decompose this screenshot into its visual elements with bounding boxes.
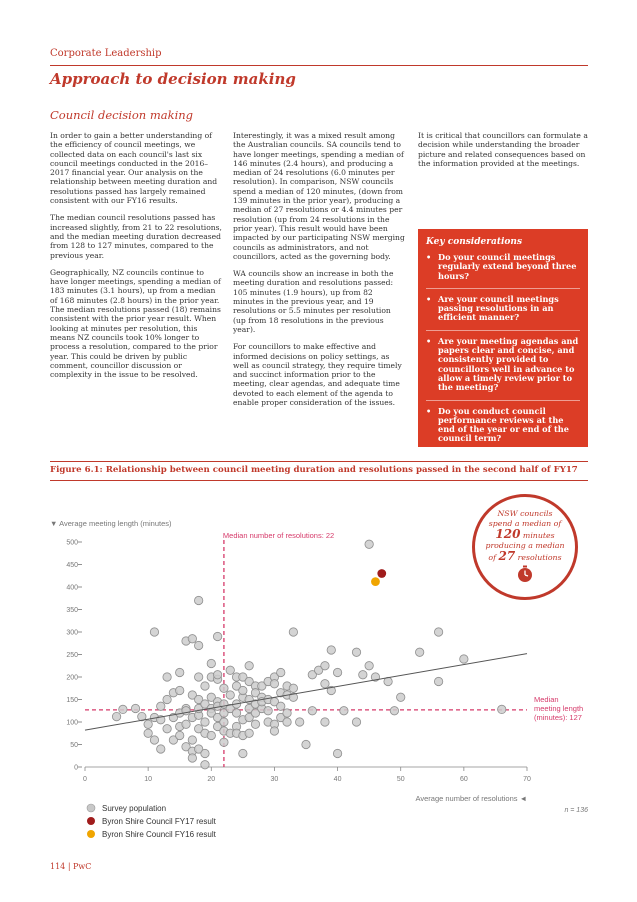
survey-point xyxy=(201,682,209,690)
badge-word: resolutions xyxy=(517,553,562,562)
survey-point xyxy=(163,673,171,681)
survey-point xyxy=(321,662,329,670)
y-tick-label: 0 xyxy=(74,764,78,772)
survey-point xyxy=(277,668,285,676)
survey-point xyxy=(308,707,316,715)
paragraph: Interestingly, it was a mixed result among the Australian councils. SA councils tend to have longer meetings, spending a median of 146 minutes (2.4 hours), and producing a median of 24 resolutions (6.0 minutes per resolution). In comparison, NSW councils spend a median of 120 minutes, (down from 139 minutes in the prior year), producing a median of 27 resolutions or 4.4 minutes per resolution (up from 24 resolutions in the prior year). This result would have been impacted by our participating NSW merging councils as administrators, and not councillors, acted as the governing body. xyxy=(233,131,405,261)
survey-point xyxy=(220,684,228,692)
y-axis-label: ▼ Average meeting length (minutes) xyxy=(50,519,172,528)
survey-point xyxy=(239,686,247,694)
badge-number: 120 xyxy=(495,527,521,541)
legend-label: Byron Shire Council FY17 result xyxy=(102,817,216,826)
survey-point xyxy=(188,635,196,643)
paragraph: The median council resolutions passed has increased slightly, from 21 to 22 resolutions, and the median meeting duration decreased from 128 to 127 minutes, compared to the previous year. xyxy=(50,213,222,260)
x-tick-label: 10 xyxy=(144,776,153,783)
bullet-icon: • xyxy=(426,335,432,346)
paragraph: Geographically, NZ councils continue to have longer meetings, spending a median of 183 minutes (3.1 hours), up from a median of 168 minutes (2.8 hours) in the prior year. The median resolutions passed (18) remains consistent with the prior year result. When looking at minutes per resolution, this means NZ councils took 10% longer to process a resolution, compared to the prior year. This could be driven by public comment, councillor discussion or complexity in the issue to be resolved. xyxy=(50,267,221,380)
legend-marker xyxy=(87,817,95,825)
survey-point xyxy=(150,736,158,744)
badge-line xyxy=(475,529,575,541)
survey-point xyxy=(333,668,341,676)
survey-point xyxy=(365,662,373,670)
survey-point xyxy=(239,749,247,757)
survey-point xyxy=(264,707,272,715)
section-label: Corporate Leadership xyxy=(50,48,162,59)
survey-point xyxy=(245,662,253,670)
survey-point xyxy=(245,729,253,737)
survey-point xyxy=(144,720,152,728)
survey-point xyxy=(194,673,202,681)
paragraph: WA councils show an increase in both the meeting duration and resolutions passed: 105 minutes (1.9 hours), up from 82 minutes in the previous year, and 19 resolutions or 5.5 minutes per resolution (up from 18 resolutions in the previous year). xyxy=(233,269,394,334)
key-consideration-text: Are your council meetings passing resolutions in an efficient manner? xyxy=(438,293,559,323)
survey-point xyxy=(112,712,120,720)
page-title: Approach to decision making xyxy=(50,70,296,88)
survey-point xyxy=(182,707,190,715)
survey-point xyxy=(157,745,165,753)
survey-point xyxy=(365,540,373,548)
survey-point xyxy=(270,727,278,735)
x-tick-label: 40 xyxy=(333,776,342,783)
badge-line: spend a median of xyxy=(488,519,562,528)
survey-point xyxy=(295,718,303,726)
y-tick-label: 350 xyxy=(66,607,78,614)
survey-point xyxy=(302,740,310,748)
survey-point xyxy=(163,695,171,703)
survey-point xyxy=(333,749,341,757)
badge-line xyxy=(475,551,575,563)
y-tick-label: 100 xyxy=(66,719,78,727)
survey-point xyxy=(327,646,335,654)
survey-point xyxy=(460,655,468,663)
paragraph: In order to gain a better understanding of the efficiency of council meetings, we collected data on each council's last six council meetings conducted in the 2016–2017 financial year. Our analysis on the relationship between meeting duration and resolutions passed has largely remained consistent with our FY16 results. xyxy=(50,131,218,206)
survey-point xyxy=(270,680,278,688)
survey-point xyxy=(188,736,196,744)
paragraph: It is critical that councillors can formulate a decision while understanding the broader picture and related consequences based on the information provided at the meetings. xyxy=(418,131,588,168)
badge-line: NSW councils xyxy=(497,509,553,518)
survey-point xyxy=(207,659,215,667)
key-consideration-text: Do you conduct council performance reviews at the end of the year or end of the council term? xyxy=(438,405,569,444)
x-tick-label: 50 xyxy=(396,776,405,783)
legend-label: Survey population xyxy=(102,804,167,813)
survey-point xyxy=(163,725,171,733)
survey-point xyxy=(144,729,152,737)
survey-point xyxy=(251,720,259,728)
survey-point xyxy=(213,632,221,640)
y-tick-label: 500 xyxy=(66,539,78,547)
survey-point xyxy=(226,666,234,674)
survey-point xyxy=(150,628,158,636)
x-axis-label: Average number of resolutions ◄ xyxy=(415,794,527,803)
survey-point xyxy=(289,684,297,692)
survey-point xyxy=(321,680,329,688)
survey-point xyxy=(498,705,506,713)
trend-line xyxy=(85,654,527,731)
bullet-icon: • xyxy=(426,405,432,416)
x-tick-label: 30 xyxy=(270,776,279,783)
x-tick-label: 60 xyxy=(459,776,468,783)
survey-point xyxy=(220,718,228,726)
legend-label: Byron Shire Council FY16 result xyxy=(102,830,216,839)
median-length-label: Median xyxy=(534,695,559,704)
badge-word: minutes xyxy=(522,531,555,540)
y-tick-label: 300 xyxy=(66,629,78,637)
survey-point xyxy=(283,718,291,726)
section-subtitle: Council decision making xyxy=(50,108,194,122)
survey-point xyxy=(188,754,196,762)
survey-point xyxy=(220,738,228,746)
survey-point xyxy=(194,596,202,604)
survey-point xyxy=(176,668,184,676)
survey-point xyxy=(352,648,360,656)
survey-point xyxy=(232,709,240,717)
nsw-callout-badge xyxy=(472,494,578,600)
fy17-point xyxy=(377,569,386,578)
x-tick-label: 70 xyxy=(523,776,531,783)
median-resolutions-label: Median number of resolutions: 22 xyxy=(222,531,335,540)
bullet-icon: • xyxy=(426,293,432,304)
survey-point xyxy=(434,628,442,636)
badge-line: producing a median xyxy=(485,541,565,550)
survey-point xyxy=(131,704,139,712)
survey-point xyxy=(201,718,209,726)
y-tick-label: 400 xyxy=(66,584,78,592)
badge-number: 27 xyxy=(498,549,516,563)
sample-size-label: n = 136 xyxy=(564,807,588,814)
figure-caption: Figure 6.1: Relationship between council meeting duration and resolutions passed in the second half of FY17 xyxy=(50,465,578,475)
page-footer: 114 | PwC xyxy=(50,862,92,871)
fy16-point xyxy=(371,577,380,586)
survey-point xyxy=(415,648,423,656)
survey-point xyxy=(352,718,360,726)
bullet-icon: • xyxy=(426,252,432,262)
survey-point xyxy=(176,686,184,694)
median-length-label: (minutes): 127 xyxy=(534,713,582,722)
survey-point xyxy=(207,731,215,739)
survey-point xyxy=(283,709,291,717)
paragraph: For councillors to make effective and informed decisions on policy settings, as well as council strategy, they require timely and succinct information prior to the meeting, clear agendas, and adequate time devoted to each element of the agenda to enable proper consideration of the issues. xyxy=(233,342,402,408)
survey-point xyxy=(201,761,209,769)
y-tick-label: 250 xyxy=(66,652,78,659)
survey-point xyxy=(359,671,367,679)
survey-point xyxy=(213,671,221,679)
x-tick-label: 0 xyxy=(83,776,87,783)
legend-marker xyxy=(87,830,95,838)
survey-point xyxy=(119,705,127,713)
legend-marker xyxy=(87,804,95,812)
survey-point xyxy=(226,691,234,699)
y-tick-label: 150 xyxy=(66,697,78,704)
stopwatch-icon xyxy=(515,564,535,584)
survey-point xyxy=(390,707,398,715)
badge-word: of xyxy=(488,553,496,562)
y-tick-label: 450 xyxy=(66,562,78,569)
x-tick-label: 20 xyxy=(207,776,216,783)
survey-point xyxy=(176,731,184,739)
survey-point xyxy=(277,702,285,710)
y-tick-label: 200 xyxy=(66,674,78,682)
median-length-label: meeting length xyxy=(534,704,584,713)
survey-point xyxy=(321,718,329,726)
y-tick-label: 50 xyxy=(70,742,78,749)
survey-point xyxy=(397,693,405,701)
survey-point xyxy=(340,707,348,715)
survey-point xyxy=(182,720,190,728)
key-considerations-title: Key considerations xyxy=(426,237,523,247)
survey-point xyxy=(157,702,165,710)
survey-point xyxy=(201,749,209,757)
survey-point xyxy=(434,677,442,685)
survey-point xyxy=(194,641,202,649)
survey-point xyxy=(289,628,297,636)
key-consideration-text: Are your meeting agendas and papers clear and concise, and consistently provided to councillors well in advance to allow a timely review prior to the meeting? xyxy=(438,335,579,393)
key-consideration-text: Do your council meetings regularly extend beyond three hours? xyxy=(438,252,577,281)
